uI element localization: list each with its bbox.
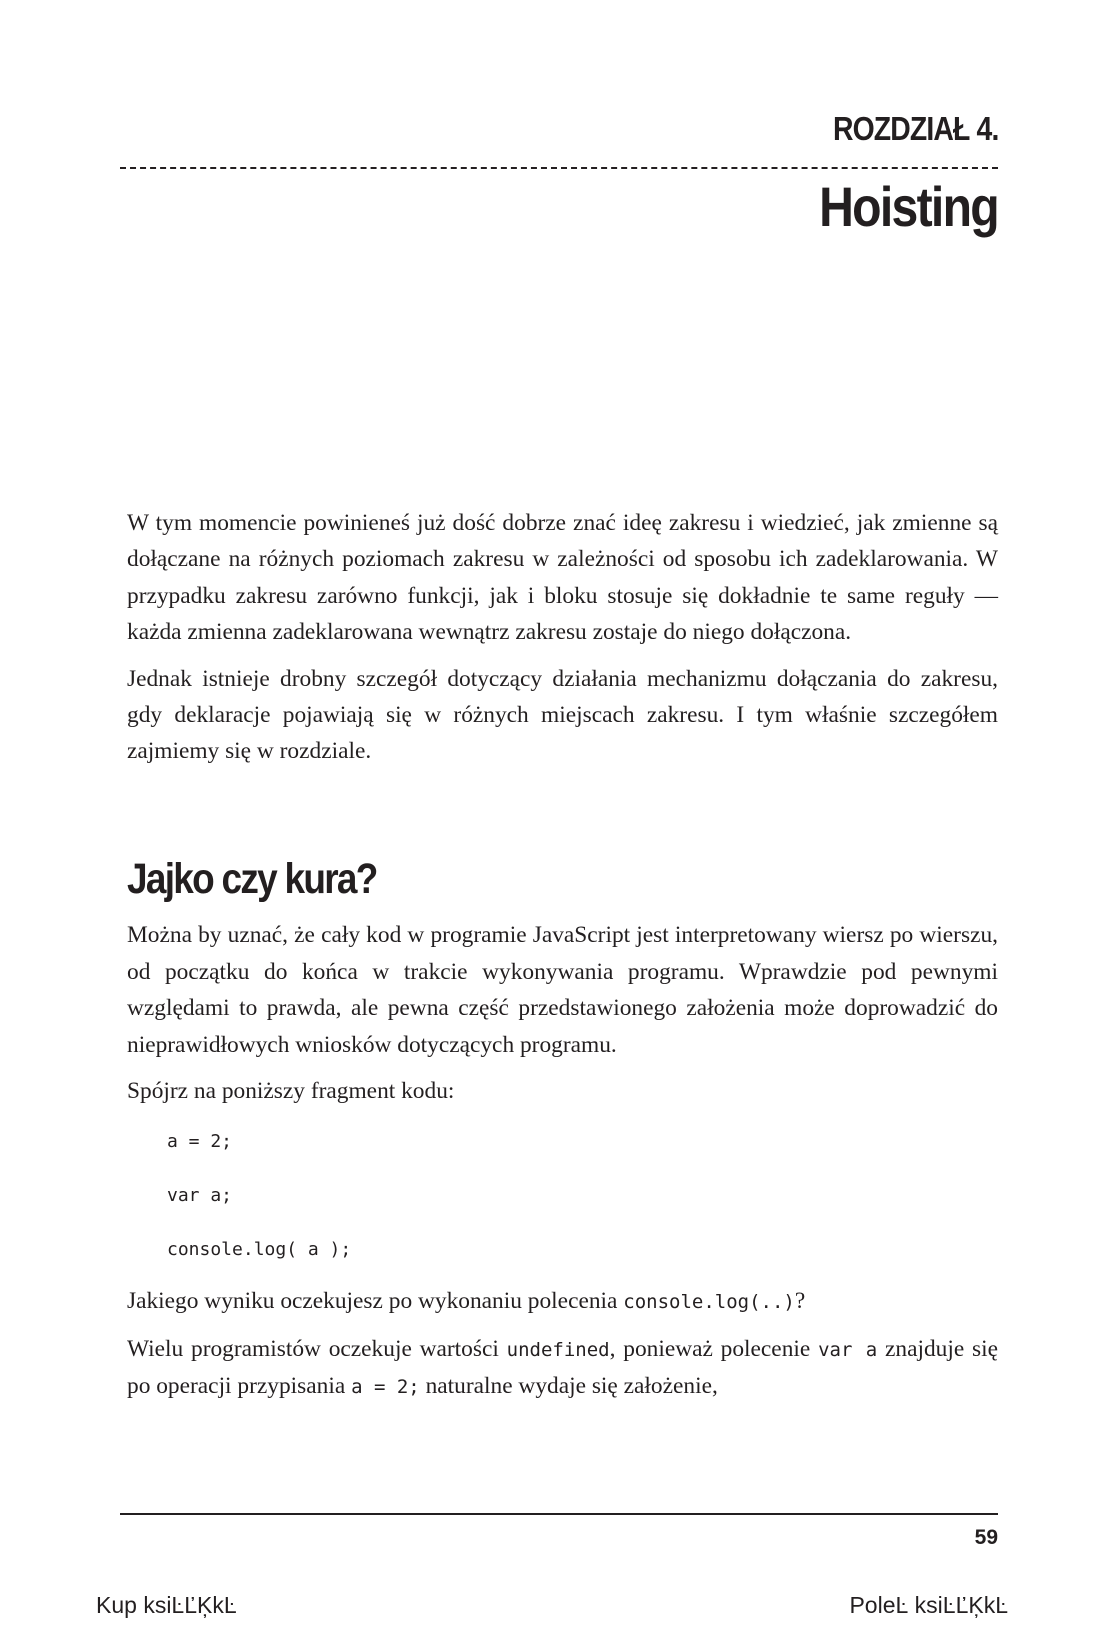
watermark-buy-book[interactable]: Kup ksiĿĽĶkĿ: [96, 1592, 237, 1618]
paragraph-text: Jakiego wyniku oczekujesz po wykonaniu polecenia: [127, 1288, 624, 1315]
section-paragraph-1: Można by uznać, że cały kod w programie JavaScript jest interpretowany wiersz po wierszu, od początku do końca w trakcie wykonywania programu. Wprawdzie pod pewnymi względami to prawda, ale pewna część przedstawionego założenia może doprowadzić do nieprawidłowych wniosków dotyczących programu.: [127, 922, 998, 1058]
footer-divider: [120, 1513, 998, 1515]
code-line: console.log( a );: [167, 1239, 352, 1261]
code-line: a = 2;: [167, 1131, 233, 1153]
section: [127, 830, 998, 1416]
section-paragraph-3: [127, 1283, 998, 1320]
section-paragraph-4: [127, 1331, 998, 1406]
inline-code: undefined: [506, 1338, 610, 1361]
page-number: 59: [974, 1526, 998, 1549]
section-heading: Jajko czy kura?: [127, 855, 377, 903]
paragraph-text: naturalne wydaje się założenie,: [419, 1373, 718, 1400]
paragraph-text: znajduje się po operacji przypisania: [127, 1335, 998, 1400]
watermark-recommend-book[interactable]: PoleĿ ksiĿĽĶkĿ: [849, 1592, 1008, 1618]
paragraph-text: ?: [794, 1288, 806, 1315]
section-paragraph-2: Spójrz na poniższy fragment kodu:: [127, 1077, 455, 1104]
chapter-title: Hoisting: [819, 175, 998, 238]
chapter-label: ROZDZIAŁ 4.: [832, 110, 998, 147]
paragraph-text: Wielu programistów oczekuje wartości: [127, 1335, 507, 1362]
paragraph-text: , ponieważ polecenie: [609, 1335, 819, 1362]
inline-code: a = 2;: [351, 1376, 420, 1399]
intro-paragraph-2: Jednak istnieje drobny szczegół dotyczący działania mechanizmu dołączania do zakresu, gdy deklaracje pojawiają się w różnych miejscach zakresu. I tym właśnie szczegółem zajmiemy się w rozdziale.: [127, 665, 998, 765]
intro-text: [127, 505, 998, 780]
intro-paragraph-1: W tym momencie powinieneś już dość dobrze znać ideę zakresu i wiedzieć, jak zmienne są dołączane na różnych poziomach zakresu w zależności od sposobu ich zadeklarowania. W przypadku zakresu zarówno funkcji, jak i bloku stosuje się dokładnie te same reguły — każda zmienna zadeklarowana wewnątrz zakresu zostaje do niego dołączona.: [127, 510, 998, 646]
inline-code: console.log(..): [623, 1291, 795, 1314]
inline-code: var a: [818, 1338, 878, 1361]
chapter-divider: [120, 167, 998, 169]
code-line: var a;: [167, 1185, 233, 1207]
code-listing: [167, 1115, 998, 1277]
